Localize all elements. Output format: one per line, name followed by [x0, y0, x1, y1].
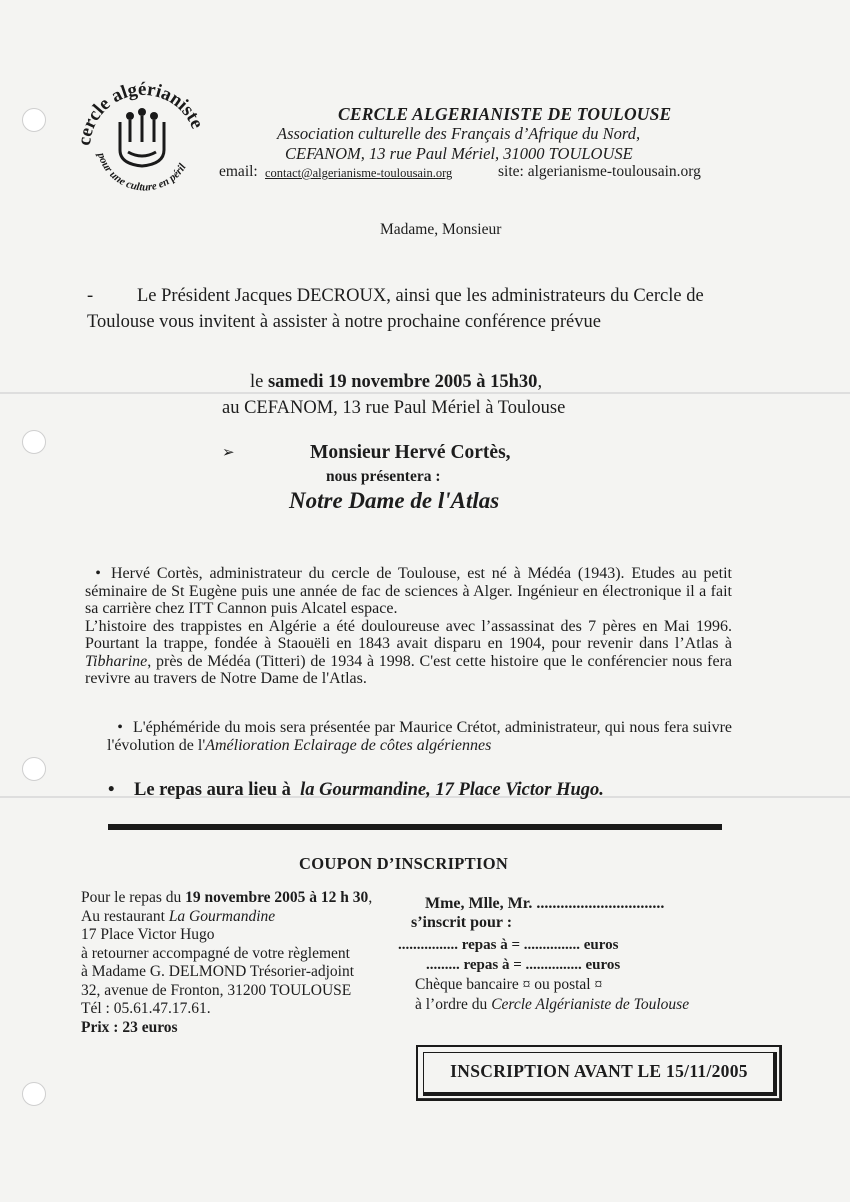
arrow-bullet-icon: ➢: [222, 445, 235, 461]
coupon-civility-field[interactable]: Mme, Mlle, Mr. ................................: [425, 895, 665, 912]
coupon-order-line: [415, 996, 689, 1014]
coupon-line: 17 Place Victor Hugo: [81, 926, 215, 943]
header-address: CEFANOM, 13 rue Paul Mériel, 31000 TOULOUSE: [285, 144, 633, 163]
coupon-title: COUPON D’INSCRIPTION: [299, 854, 509, 873]
event-date-suffix: ,: [537, 372, 543, 392]
punch-hole: [22, 108, 46, 132]
header-title: CERCLE ALGERIANISTE DE TOULOUSE: [338, 104, 672, 124]
coupon-left-column: [81, 889, 372, 1037]
coupon-l2-italic: La Gourmandine: [168, 907, 276, 925]
intro-text: Le Président Jacques DECROUX, ainsi que les administrateurs du Cercle de Toulouse vous invitent à assister à notre prochaine conférence prévue: [87, 286, 704, 332]
header-site: site: algerianisme-toulousain.org: [498, 163, 701, 180]
coupon-line: [81, 908, 372, 927]
intro-dash: -: [87, 286, 94, 306]
speaker-name: Monsieur Hervé Cortès,: [310, 442, 511, 463]
hand-icon: [120, 116, 164, 166]
coupon-l1-suffix: ,: [368, 889, 373, 906]
repas-text: Le repas aura lieu à: [134, 780, 291, 800]
coupon-line: à retourner accompagné de votre règlement: [81, 944, 350, 962]
logo-bottom-text: pour une culture en péril: [95, 151, 189, 194]
coupon-line: à Madame G. DELMOND Trésorier-adjoint: [81, 963, 355, 980]
event-date-bold: samedi 19 novembre 2005 à 15h30: [267, 372, 538, 392]
coupon-price: Prix : 23 euros: [81, 1018, 178, 1036]
coupon-l1-prefix: Pour le repas du: [81, 889, 186, 906]
coupon-l1-bold: 19 novembre 2005 à 12 h 30: [185, 889, 369, 906]
coupon-order-prefix: à l’ordre du: [415, 996, 492, 1013]
event-place: au CEFANOM, 13 rue Paul Mériel à Toulouse: [222, 398, 566, 418]
header-email-link[interactable]: contact@algerianisme-toulousain.org: [265, 166, 453, 180]
bio-paragraph: [85, 565, 732, 688]
coupon-payment-options[interactable]: Chèque bancaire ¤ ou postal ¤: [415, 976, 603, 993]
bullet-icon: •: [95, 565, 101, 582]
bullet-icon: •: [108, 780, 115, 800]
deadline-text: INSCRIPTION AVANT LE 15/11/2005: [450, 1061, 748, 1081]
coupon-l2-prefix: Au restaurant: [81, 907, 169, 925]
bio-text-2-italic: Tibharine: [85, 652, 148, 670]
bullet-icon: •: [117, 719, 123, 736]
coupon-line: [81, 889, 372, 908]
event-date: [250, 372, 542, 393]
punch-hole: [22, 430, 46, 454]
coupon-repas-line-1[interactable]: ................ repas à = ............... euros: [398, 937, 619, 953]
coupon-line: Tél : 05.61.47.17.61.: [81, 1000, 211, 1017]
bio-text-2b: , près de Médéa (Titteri) de 1934 à 1998. C'est cette histoire que le conférencier nous fera revivre au travers de Notre Dame de l'Atlas.: [85, 652, 732, 687]
coupon-repas-line-2[interactable]: ......... repas à = ............... euros: [426, 957, 621, 973]
conference-title: Notre Dame de l'Atlas: [289, 488, 500, 513]
cercle-algerianiste-logo: [72, 62, 212, 202]
section-divider: [108, 824, 722, 830]
bio-text-2a: L’histoire des trappistes en Algérie a été douloureuse avec l’assassinat des 7 pères en Mai 1996. Pourtant la trappe, fondée à Staouëli en 1843 avait disparu en 1904, pour revenir dans l’Atlas à: [85, 617, 732, 652]
repas-place: la Gourmandine, 17 Place Victor Hugo.: [300, 780, 604, 800]
coupon-line: 32, avenue de Fronton, 31200 TOULOUSE: [81, 981, 352, 999]
intro-paragraph: [87, 283, 732, 335]
ephemeride-paragraph: [85, 719, 732, 754]
repas-line: [108, 780, 604, 801]
coupon-inscrit-label: s’inscrit pour :: [411, 914, 513, 931]
event-date-prefix: le: [250, 372, 268, 392]
ephemeride-italic: Amélioration Eclairage de côtes algériennes: [205, 736, 492, 754]
speaker-presents: nous présentera :: [326, 468, 441, 485]
salutation: Madame, Monsieur: [380, 221, 502, 238]
header-email-label: email:: [219, 163, 258, 180]
deadline-box: [416, 1045, 782, 1101]
ephemeride-text: L'éphéméride du mois sera présentée par Maurice Crétot, administrateur, qui nous fera suivre l'évolution de l': [107, 719, 732, 754]
header-subtitle: Association culturelle des Français d’Afrique du Nord,: [277, 124, 641, 143]
punch-hole: [22, 757, 46, 781]
coupon-order-italic: Cercle Algérianiste de Toulouse: [491, 996, 690, 1013]
bio-text-1: Hervé Cortès, administrateur du cercle de Toulouse, est né à Médéa (1943). Etudes au petit séminaire de St Eugène puis une année de fac de sciences à Alger. Ingénieur en électronique il a fait sa carrière chez ITT Cannon puis Alcatel espace.: [85, 565, 732, 617]
logo-arc-text: cercle algérianiste: [73, 78, 208, 147]
punch-hole: [22, 1082, 46, 1106]
